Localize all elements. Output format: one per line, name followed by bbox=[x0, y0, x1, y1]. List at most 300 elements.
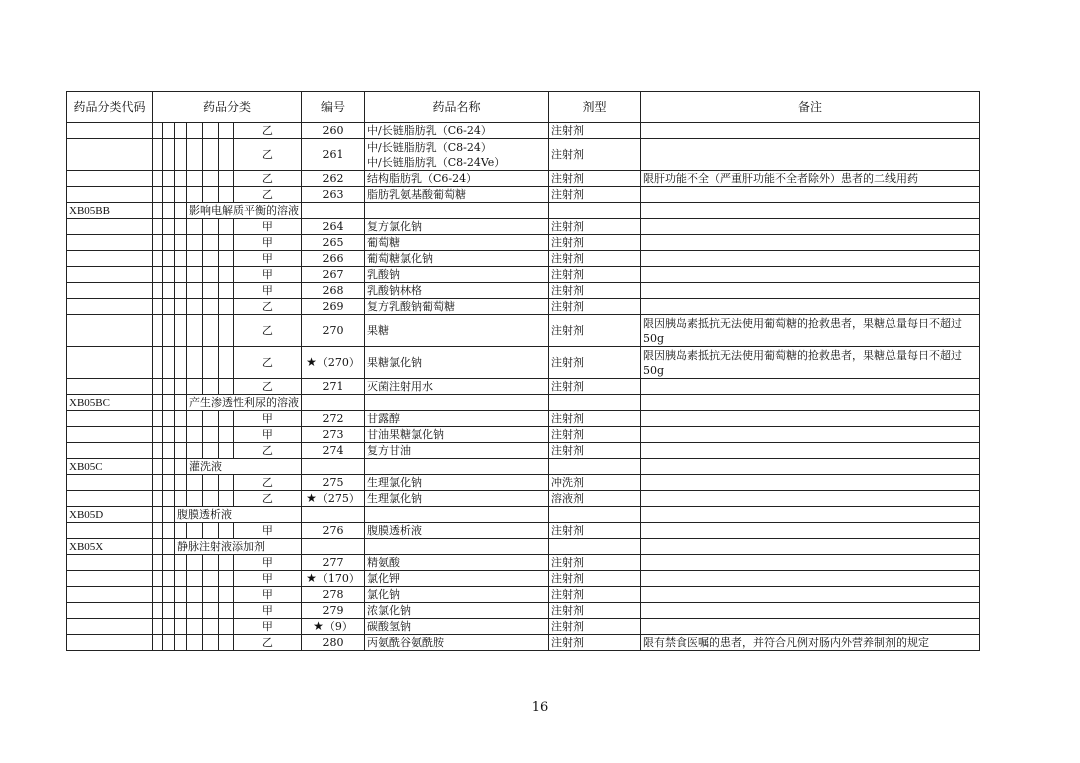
table-row bbox=[67, 187, 980, 203]
grade-cell: 乙 bbox=[233, 299, 301, 315]
remark-cell bbox=[641, 507, 980, 523]
drug-name-cell bbox=[365, 251, 549, 267]
drug-name-cell bbox=[365, 299, 549, 315]
grade-cell: 甲 bbox=[233, 219, 301, 235]
hierarchy-cell bbox=[175, 443, 187, 459]
hierarchy-cell bbox=[203, 427, 218, 443]
hierarchy-cell bbox=[153, 283, 163, 299]
hierarchy-cell bbox=[153, 379, 163, 395]
dosage-form: 注射剂 bbox=[549, 347, 641, 379]
number-cell bbox=[302, 555, 365, 571]
drug-name: 脂肪乳氨基酸葡萄糖 bbox=[367, 187, 466, 201]
drug-name: 生理氯化钠 bbox=[367, 491, 422, 505]
hierarchy-cell bbox=[218, 379, 233, 395]
hierarchy-cell bbox=[175, 587, 187, 603]
category-title: 影响电解质平衡的溶液 bbox=[187, 203, 302, 219]
dosage-form: 注射剂 bbox=[549, 379, 641, 395]
table-row bbox=[67, 219, 980, 235]
drug-name-cell bbox=[365, 475, 549, 491]
remark bbox=[641, 267, 980, 283]
hierarchy-cell bbox=[218, 139, 233, 171]
number-cell bbox=[302, 459, 365, 475]
table-row bbox=[67, 267, 980, 283]
hierarchy-cell bbox=[163, 491, 175, 507]
hierarchy-cell bbox=[203, 299, 218, 315]
hierarchy-cell bbox=[187, 187, 203, 203]
table-row bbox=[67, 379, 980, 395]
table-row bbox=[67, 571, 980, 587]
hierarchy-cell bbox=[203, 267, 218, 283]
star-icon: ★ bbox=[306, 355, 317, 369]
grade-cell: 甲 bbox=[233, 555, 301, 571]
hierarchy-cell bbox=[203, 187, 218, 203]
number-cell bbox=[302, 123, 365, 139]
table-body bbox=[67, 123, 980, 651]
hierarchy-cell bbox=[203, 251, 218, 267]
remark bbox=[641, 235, 980, 251]
table-row bbox=[67, 603, 980, 619]
drug-name-cell bbox=[365, 443, 549, 459]
number-cell bbox=[302, 171, 365, 187]
hierarchy-cell bbox=[175, 251, 187, 267]
hierarchy-cell bbox=[175, 571, 187, 587]
remark bbox=[641, 251, 980, 267]
hierarchy-cell bbox=[187, 427, 203, 443]
drug-name-cell bbox=[365, 411, 549, 427]
hierarchy-cell bbox=[218, 555, 233, 571]
hierarchy-cell bbox=[187, 171, 203, 187]
dosage-form: 注射剂 bbox=[549, 283, 641, 299]
drug-name-cell bbox=[365, 187, 549, 203]
remark bbox=[641, 475, 980, 491]
drug-number: 273 bbox=[322, 427, 344, 441]
code-cell bbox=[67, 139, 153, 171]
hierarchy-cell bbox=[187, 315, 203, 347]
drug-number: 275 bbox=[322, 475, 344, 489]
drug-number: 265 bbox=[322, 235, 344, 249]
hierarchy-cell bbox=[153, 315, 163, 347]
dosage-form: 注射剂 bbox=[549, 267, 641, 283]
hierarchy-cell bbox=[153, 539, 163, 555]
category-row bbox=[67, 539, 980, 555]
form-cell bbox=[549, 507, 641, 523]
number-cell bbox=[302, 219, 365, 235]
drug-name-cell bbox=[365, 523, 549, 539]
hierarchy-cell bbox=[153, 427, 163, 443]
header-form: 剂型 bbox=[549, 92, 641, 123]
drug-name-cell bbox=[365, 283, 549, 299]
remark bbox=[641, 555, 980, 571]
hierarchy-cell bbox=[175, 427, 187, 443]
drug-name: 果糖 bbox=[367, 323, 389, 337]
hierarchy-cell bbox=[187, 587, 203, 603]
hierarchy-cell bbox=[163, 251, 175, 267]
hierarchy-cell bbox=[163, 395, 175, 411]
hierarchy-cell bbox=[175, 603, 187, 619]
number-cell bbox=[302, 603, 365, 619]
hierarchy-cell bbox=[187, 619, 203, 635]
category-title: 静脉注射液添加剂 bbox=[175, 539, 302, 555]
hierarchy-cell bbox=[153, 443, 163, 459]
drug-name: 生理氯化钠 bbox=[367, 475, 422, 489]
drug-number: 276 bbox=[322, 523, 344, 537]
hierarchy-cell bbox=[163, 619, 175, 635]
hierarchy-cell bbox=[153, 171, 163, 187]
drug-number: 280 bbox=[322, 635, 344, 649]
dosage-form: 注射剂 bbox=[549, 171, 641, 187]
grade-cell: 甲 bbox=[233, 603, 301, 619]
hierarchy-cell bbox=[218, 171, 233, 187]
code-cell bbox=[67, 571, 153, 587]
hierarchy-cell bbox=[187, 219, 203, 235]
dosage-form: 注射剂 bbox=[549, 443, 641, 459]
drug-name: 复方甘油 bbox=[367, 443, 411, 457]
hierarchy-cell bbox=[163, 443, 175, 459]
number-cell bbox=[302, 411, 365, 427]
drug-name-cell bbox=[365, 427, 549, 443]
table-row bbox=[67, 283, 980, 299]
category-code: XB05C bbox=[67, 459, 153, 475]
drug-name-cell bbox=[365, 379, 549, 395]
code-cell bbox=[67, 315, 153, 347]
drug-number: 277 bbox=[322, 555, 344, 569]
drug-name: 中/长链脂肪乳（C6-24） bbox=[367, 123, 492, 137]
drug-name: 腹膜透析液 bbox=[367, 523, 422, 537]
hierarchy-cell bbox=[163, 459, 175, 475]
number-cell bbox=[302, 379, 365, 395]
grade-cell: 甲 bbox=[233, 251, 301, 267]
code-cell bbox=[67, 299, 153, 315]
number-cell bbox=[302, 475, 365, 491]
hierarchy-cell bbox=[163, 539, 175, 555]
table-header-row bbox=[67, 92, 980, 123]
hierarchy-cell bbox=[175, 139, 187, 171]
drug-number: 262 bbox=[322, 171, 344, 185]
category-title: 产生渗透性利尿的溶液 bbox=[187, 395, 302, 411]
hierarchy-cell bbox=[163, 235, 175, 251]
hierarchy-cell bbox=[203, 555, 218, 571]
hierarchy-cell bbox=[218, 587, 233, 603]
number-cell bbox=[302, 427, 365, 443]
hierarchy-cell bbox=[153, 571, 163, 587]
name-cell bbox=[365, 459, 549, 475]
number-cell bbox=[302, 619, 365, 635]
code-cell bbox=[67, 443, 153, 459]
number-cell bbox=[302, 267, 365, 283]
hierarchy-cell bbox=[175, 203, 187, 219]
star-icon: ★ bbox=[313, 619, 324, 633]
number-cell bbox=[302, 235, 365, 251]
form-cell bbox=[549, 203, 641, 219]
code-cell bbox=[67, 411, 153, 427]
hierarchy-cell bbox=[153, 123, 163, 139]
table-row bbox=[67, 171, 980, 187]
drug-number: 263 bbox=[322, 187, 344, 201]
header-remark: 备注 bbox=[641, 92, 980, 123]
grade-cell: 乙 bbox=[233, 475, 301, 491]
drug-name: 中/长链脂肪乳（C8-24） bbox=[367, 140, 492, 154]
hierarchy-cell bbox=[218, 123, 233, 139]
drug-name: 甘油果糖氯化钠 bbox=[367, 427, 444, 441]
hierarchy-cell bbox=[175, 395, 187, 411]
remark: 限因胰岛素抵抗无法使用葡萄糖的抢救患者，果糖总量每日不超过50g bbox=[641, 347, 980, 379]
hierarchy-cell bbox=[203, 283, 218, 299]
category-title: 灌洗液 bbox=[187, 459, 302, 475]
hierarchy-cell bbox=[153, 603, 163, 619]
hierarchy-cell bbox=[203, 523, 218, 539]
category-row bbox=[67, 507, 980, 523]
grade-cell: 甲 bbox=[233, 411, 301, 427]
drug-number: （275） bbox=[316, 492, 360, 505]
hierarchy-cell bbox=[203, 171, 218, 187]
remark: 限因胰岛素抵抗无法使用葡萄糖的抢救患者，果糖总量每日不超过50g bbox=[641, 315, 980, 347]
hierarchy-cell bbox=[218, 251, 233, 267]
remark: 限有禁食医嘱的患者，并符合凡例对肠内外营养制剂的规定 bbox=[641, 635, 980, 651]
drug-name: 乳酸钠 bbox=[367, 267, 400, 281]
name-cell bbox=[365, 539, 549, 555]
grade-cell: 乙 bbox=[233, 139, 301, 171]
hierarchy-cell bbox=[175, 219, 187, 235]
number-cell bbox=[302, 395, 365, 411]
category-code: XB05BB bbox=[67, 203, 153, 219]
drug-number: 279 bbox=[322, 603, 344, 617]
category-title: 腹膜透析液 bbox=[175, 507, 302, 523]
code-cell bbox=[67, 475, 153, 491]
drug-number: 278 bbox=[322, 587, 344, 601]
dosage-form: 注射剂 bbox=[549, 123, 641, 139]
table-row bbox=[67, 251, 980, 267]
drug-name-cell bbox=[365, 315, 549, 347]
form-cell bbox=[549, 539, 641, 555]
hierarchy-cell bbox=[187, 411, 203, 427]
remark bbox=[641, 427, 980, 443]
drug-name: 碳酸氢钠 bbox=[367, 619, 411, 633]
number-cell bbox=[302, 587, 365, 603]
hierarchy-cell bbox=[175, 123, 187, 139]
hierarchy-cell bbox=[175, 411, 187, 427]
grade-cell: 乙 bbox=[233, 347, 301, 379]
grade-cell: 乙 bbox=[233, 315, 301, 347]
code-cell bbox=[67, 427, 153, 443]
hierarchy-cell bbox=[153, 267, 163, 283]
hierarchy-cell bbox=[218, 219, 233, 235]
hierarchy-cell bbox=[163, 571, 175, 587]
remark bbox=[641, 603, 980, 619]
hierarchy-cell bbox=[163, 427, 175, 443]
drug-number: 274 bbox=[322, 443, 344, 457]
hierarchy-cell bbox=[187, 139, 203, 171]
hierarchy-cell bbox=[218, 619, 233, 635]
code-cell bbox=[67, 219, 153, 235]
hierarchy-cell bbox=[218, 523, 233, 539]
hierarchy-cell bbox=[175, 315, 187, 347]
drug-name-cell bbox=[365, 571, 549, 587]
header-code: 药品分类代码 bbox=[67, 92, 153, 123]
number-cell bbox=[302, 491, 365, 507]
table-row bbox=[67, 235, 980, 251]
hierarchy-cell bbox=[187, 571, 203, 587]
drug-name-cell bbox=[365, 347, 549, 379]
dosage-form: 注射剂 bbox=[549, 635, 641, 651]
drug-name: 葡萄糖 bbox=[367, 235, 400, 249]
hierarchy-cell bbox=[163, 411, 175, 427]
remark bbox=[641, 619, 980, 635]
remark-cell bbox=[641, 203, 980, 219]
hierarchy-cell bbox=[203, 443, 218, 459]
hierarchy-cell bbox=[218, 187, 233, 203]
hierarchy-cell bbox=[187, 235, 203, 251]
grade-cell: 乙 bbox=[233, 187, 301, 203]
hierarchy-cell bbox=[218, 283, 233, 299]
hierarchy-cell bbox=[153, 219, 163, 235]
hierarchy-cell bbox=[218, 267, 233, 283]
number-cell bbox=[302, 251, 365, 267]
remark bbox=[641, 283, 980, 299]
hierarchy-cell bbox=[218, 299, 233, 315]
hierarchy-cell bbox=[153, 395, 163, 411]
dosage-form: 注射剂 bbox=[549, 571, 641, 587]
drug-table bbox=[66, 91, 980, 651]
hierarchy-cell bbox=[203, 315, 218, 347]
hierarchy-cell bbox=[187, 379, 203, 395]
drug-number: 270 bbox=[322, 323, 344, 337]
hierarchy-cell bbox=[175, 523, 187, 539]
hierarchy-cell bbox=[163, 555, 175, 571]
name-cell bbox=[365, 507, 549, 523]
hierarchy-cell bbox=[175, 619, 187, 635]
dosage-form: 注射剂 bbox=[549, 603, 641, 619]
remark: 限肝功能不全（严重肝功能不全者除外）患者的二线用药 bbox=[641, 171, 980, 187]
number-cell bbox=[302, 315, 365, 347]
form-cell bbox=[549, 395, 641, 411]
hierarchy-cell bbox=[203, 491, 218, 507]
drug-name-cell bbox=[365, 267, 549, 283]
category-code: XB05BC bbox=[67, 395, 153, 411]
hierarchy-cell bbox=[163, 347, 175, 379]
hierarchy-cell bbox=[187, 251, 203, 267]
number-cell bbox=[302, 507, 365, 523]
remark bbox=[641, 379, 980, 395]
code-cell bbox=[67, 283, 153, 299]
code-cell bbox=[67, 347, 153, 379]
drug-name-cell bbox=[365, 555, 549, 571]
hierarchy-cell bbox=[203, 123, 218, 139]
hierarchy-cell bbox=[163, 603, 175, 619]
hierarchy-cell bbox=[218, 411, 233, 427]
hierarchy-cell bbox=[203, 235, 218, 251]
table-row bbox=[67, 315, 980, 347]
grade-cell: 甲 bbox=[233, 267, 301, 283]
hierarchy-cell bbox=[163, 523, 175, 539]
dosage-form: 冲洗剂 bbox=[549, 475, 641, 491]
hierarchy-cell bbox=[163, 587, 175, 603]
grade-cell: 乙 bbox=[233, 443, 301, 459]
hierarchy-cell bbox=[187, 443, 203, 459]
hierarchy-cell bbox=[218, 491, 233, 507]
hierarchy-cell bbox=[187, 283, 203, 299]
grade-cell: 乙 bbox=[233, 635, 301, 651]
hierarchy-cell bbox=[153, 203, 163, 219]
drug-name-cell bbox=[365, 635, 549, 651]
hierarchy-cell bbox=[153, 587, 163, 603]
hierarchy-cell bbox=[203, 475, 218, 491]
dosage-form: 注射剂 bbox=[549, 139, 641, 171]
dosage-form: 注射剂 bbox=[549, 619, 641, 635]
drug-number: 264 bbox=[322, 219, 344, 233]
remark bbox=[641, 523, 980, 539]
hierarchy-cell bbox=[175, 635, 187, 651]
hierarchy-cell bbox=[163, 283, 175, 299]
table-row bbox=[67, 347, 980, 379]
name-cell bbox=[365, 203, 549, 219]
dosage-form: 注射剂 bbox=[549, 299, 641, 315]
remark bbox=[641, 571, 980, 587]
drug-number: 269 bbox=[322, 299, 344, 313]
hierarchy-cell bbox=[187, 491, 203, 507]
drug-name-cell bbox=[365, 491, 549, 507]
hierarchy-cell bbox=[175, 347, 187, 379]
drug-name: 果糖氯化钠 bbox=[367, 355, 422, 369]
drug-name-cell bbox=[365, 219, 549, 235]
page-number: 16 bbox=[531, 700, 549, 715]
hierarchy-cell bbox=[163, 139, 175, 171]
dosage-form: 注射剂 bbox=[549, 411, 641, 427]
hierarchy-cell bbox=[153, 251, 163, 267]
code-cell bbox=[67, 251, 153, 267]
drug-name: 甘露醇 bbox=[367, 411, 400, 425]
table-row bbox=[67, 523, 980, 539]
table-row bbox=[67, 491, 980, 507]
grade-cell: 甲 bbox=[233, 571, 301, 587]
table-row bbox=[67, 427, 980, 443]
remark bbox=[641, 587, 980, 603]
hierarchy-cell bbox=[175, 475, 187, 491]
hierarchy-cell bbox=[153, 299, 163, 315]
drug-name-cell bbox=[365, 603, 549, 619]
hierarchy-cell bbox=[187, 555, 203, 571]
drug-name-cell bbox=[365, 235, 549, 251]
drug-name-cell bbox=[365, 619, 549, 635]
hierarchy-cell bbox=[153, 635, 163, 651]
hierarchy-cell bbox=[218, 635, 233, 651]
code-cell bbox=[67, 123, 153, 139]
table-row bbox=[67, 619, 980, 635]
hierarchy-cell bbox=[153, 507, 163, 523]
number-cell bbox=[302, 203, 365, 219]
hierarchy-cell bbox=[153, 491, 163, 507]
hierarchy-cell bbox=[163, 203, 175, 219]
grade-cell: 乙 bbox=[233, 123, 301, 139]
hierarchy-cell bbox=[175, 283, 187, 299]
drug-name-alt: 中/长链脂肪乳（C8-24Ve） bbox=[367, 155, 506, 169]
table-row bbox=[67, 139, 980, 171]
drug-name: 丙氨酰谷氨酰胺 bbox=[367, 635, 444, 649]
hierarchy-cell bbox=[203, 379, 218, 395]
grade-cell: 甲 bbox=[233, 587, 301, 603]
number-cell bbox=[302, 523, 365, 539]
dosage-form: 注射剂 bbox=[549, 235, 641, 251]
hierarchy-cell bbox=[187, 475, 203, 491]
hierarchy-cell bbox=[218, 475, 233, 491]
hierarchy-cell bbox=[175, 491, 187, 507]
drug-number: 260 bbox=[322, 123, 344, 137]
hierarchy-cell bbox=[163, 475, 175, 491]
hierarchy-cell bbox=[175, 299, 187, 315]
remark bbox=[641, 123, 980, 139]
code-cell bbox=[67, 603, 153, 619]
hierarchy-cell bbox=[203, 603, 218, 619]
number-cell bbox=[302, 347, 365, 379]
